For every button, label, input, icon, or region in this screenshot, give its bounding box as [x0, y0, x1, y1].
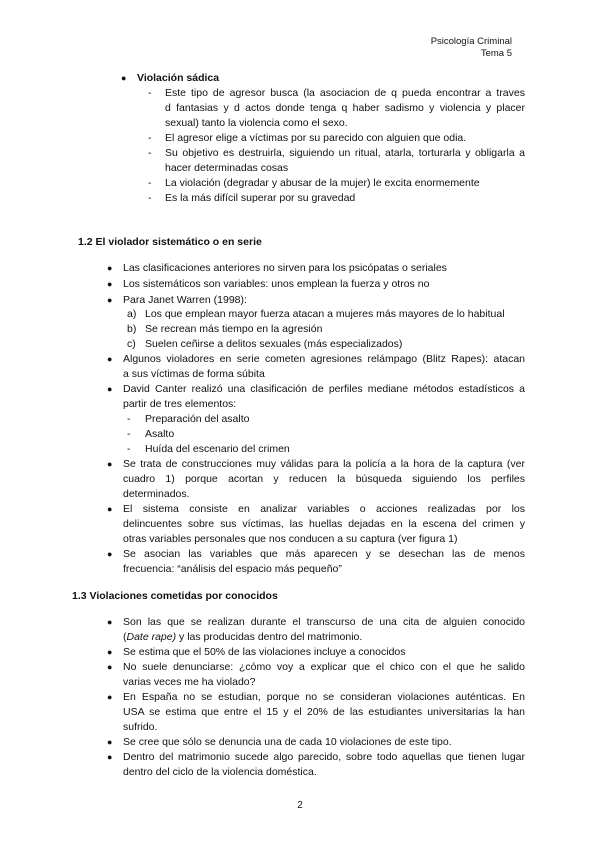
bullet-icon: ● — [107, 504, 113, 514]
dash-icon: - — [148, 192, 152, 204]
bullet-icon: ● — [107, 295, 113, 305]
sadica-item-1-line1: Este tipo de agresor busca (la asociacion de q pueda encontrar a traves — [165, 87, 525, 99]
dash-icon: - — [127, 443, 131, 455]
s12-b7-line2: delincuentes sobre sus víctimas, las huellas dejadas en la escena del crimen y — [123, 518, 525, 530]
s13-b1-line2 — [123, 631, 362, 644]
sadica-item-1-line3: sexual) tanto la violencia como el sexo. — [165, 117, 348, 129]
s13-b2: Se estima que el 50% de las violaciones incluye a conocidos — [123, 646, 406, 658]
section-1-2-heading: 1.2 El violador sistemático o en serie — [78, 236, 262, 248]
dash-icon: - — [148, 132, 152, 144]
s12-sub-a: Los que emplean mayor fuerza atacan a mujeres más mayores de lo habitual — [145, 308, 505, 320]
bullet-icon: ● — [107, 752, 113, 762]
s12-b6-line2: cuadro 1) porque acortan y reducen la búsqueda siguiendo los perfiles — [123, 473, 525, 485]
s12-b3: Para Janet Warren (1998): — [123, 294, 247, 306]
header-topic: Tema 5 — [480, 48, 512, 59]
s12-b8-line1: Se asocian las variables que más aparecen y se desechan las de menos — [123, 548, 525, 560]
s12-b4-line1: Algunos violadores en serie cometen agresiones relámpago (Blitz Rapes): atacan — [123, 353, 525, 365]
sadica-item-3-line2: hacer determinadas cosas — [165, 162, 289, 174]
sub-marker-c: c) — [127, 338, 136, 350]
s13-b1-rest: y las producidas dentro del matrimonio. — [176, 631, 363, 643]
s13-b6-line1: Dentro del matrimonio sucede algo parecido, sobre todo aquellas que tienen lugar — [123, 751, 525, 763]
s12-b2: Los sistemáticos son variables: unos emplean la fuerza y otros no — [123, 278, 430, 290]
sadica-item-2: El agresor elige a víctimas por su parecido con alguien que odia. — [165, 132, 467, 144]
canter-1: Preparación del asalto — [145, 413, 250, 425]
bullet-icon: ● — [107, 647, 113, 657]
s13-b5: Se cree que sólo se denuncia una de cada 10 violaciones de este tipo. — [123, 736, 452, 748]
s13-b4-line1: En España no se estudian, porque no se consideran violaciones auténticas. En — [123, 691, 525, 703]
section-1-3-heading: 1.3 Violaciones cometidas por conocidos — [72, 590, 278, 602]
dash-icon: - — [148, 147, 152, 159]
s12-b6-line3: determinados. — [123, 488, 190, 500]
bullet-icon: ● — [121, 73, 127, 83]
s12-sub-b: Se recrean más tiempo en la agresión — [145, 323, 323, 335]
sadica-item-1-line2: d fantasias y d actos donde tenga q haber sadismo y violencia y placer — [165, 102, 525, 114]
s13-b6-line2: dentro del ciclo de la violencia doméstica. — [123, 766, 317, 778]
s12-b4-line2: a sus víctimas de forma súbita — [123, 368, 265, 380]
bullet-icon: ● — [107, 263, 113, 273]
s13-b4-line3: sufrido. — [123, 721, 158, 733]
header-subject: Psicología Criminal — [430, 36, 512, 47]
s12-b6-line1: Se trata de construcciones muy válidas para la policía a la hora de la captura (ver — [123, 458, 525, 470]
bullet-icon: ● — [107, 354, 113, 364]
s13-b3-line2: varias veces me ha violado? — [123, 676, 256, 688]
dash-icon: - — [127, 428, 131, 440]
s13-b3-line1: No suele denunciarse: ¿cómo voy a explicar que el chico con el que he salido — [123, 661, 525, 673]
sub-marker-a: a) — [127, 308, 137, 320]
bullet-icon: ● — [107, 459, 113, 469]
sub-marker-b: b) — [127, 323, 137, 335]
bullet-icon: ● — [107, 384, 113, 394]
s12-b8-line2: frecuencia: “análisis del espacio más pequeño” — [123, 563, 342, 575]
bullet-icon: ● — [107, 737, 113, 747]
s12-b1: Las clasificaciones anteriores no sirven para los psicópatas o seriales — [123, 262, 447, 274]
sadica-item-5: Es la más difícil superar por su gravedad — [165, 192, 356, 204]
dash-icon: - — [148, 177, 152, 189]
sadica-item-4: La violación (degradar y abusar de la mujer) le excita enormemente — [165, 177, 480, 189]
canter-3: Huída del escenario del crimen — [145, 443, 290, 455]
dash-icon: - — [127, 413, 131, 425]
s12-sub-c: Suelen ceñirse a delitos sexuales (más especializados) — [145, 338, 403, 350]
date-rape-term: Date rape) — [126, 631, 177, 643]
bullet-icon: ● — [107, 617, 113, 627]
sadica-item-3-line1: Su objetivo es destruirla, siguiendo un ritual, atarla, torturarla y obligarla a — [165, 147, 525, 159]
page-number: 2 — [297, 800, 303, 811]
s13-b1-line1: Son las que se realizan durante el transcurso de una cita de alguien conocido — [123, 616, 525, 628]
sadica-title: Violación sádica — [137, 72, 220, 84]
canter-2: Asalto — [145, 428, 175, 440]
bullet-icon: ● — [107, 662, 113, 672]
s12-b7-line3: otras variables personales que nos conducen a su captura (ver figura 1) — [123, 533, 458, 545]
s12-b5-line2: partir de tres elementos: — [123, 398, 237, 410]
s12-b5-line1: David Canter realizó una clasificación de perfiles mediane métodos estadísticos a — [123, 383, 525, 395]
bullet-icon: ● — [107, 279, 113, 289]
s12-b7-line1: El sistema consiste en analizar variables o acciones realizadas por los — [123, 503, 525, 515]
bullet-icon: ● — [107, 692, 113, 702]
bullet-icon: ● — [107, 549, 113, 559]
s13-b4-line2: USA se estima que entre el 15 y el 20% de las estudiantes universitarias la han — [123, 706, 525, 718]
dash-icon: - — [148, 87, 152, 99]
s13-b1-open: ( — [123, 631, 127, 643]
